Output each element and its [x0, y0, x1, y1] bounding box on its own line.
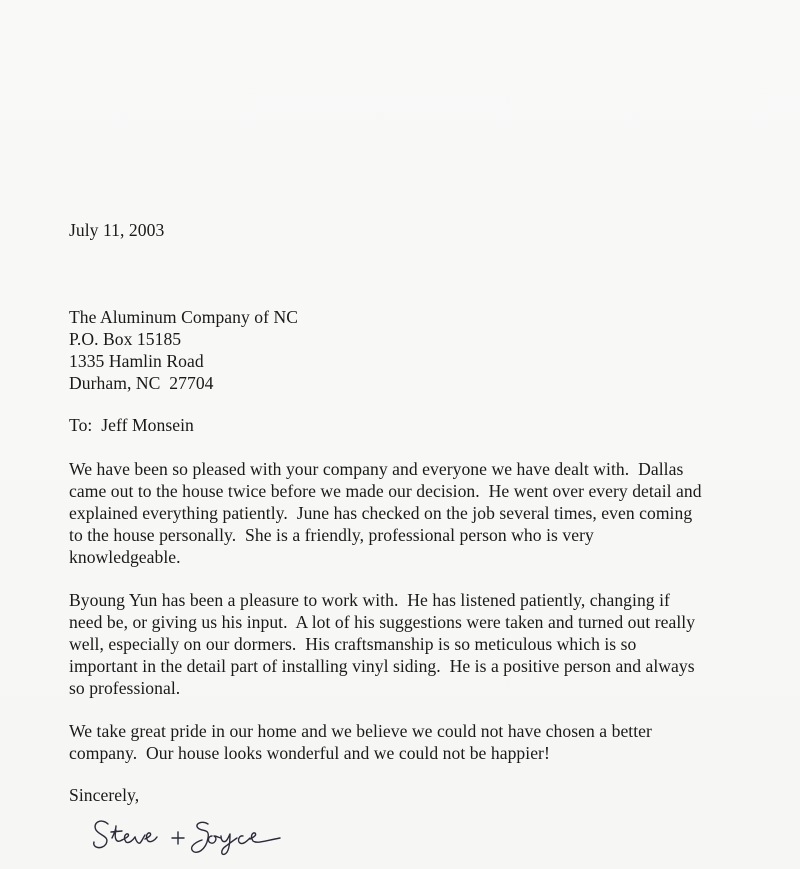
paragraph1-line: knowledgeable. — [69, 547, 181, 567]
paragraph2-line: need be, or giving us his input. A lot of his suggestions were taken and turned out really — [69, 612, 696, 632]
recipient-po-box: P.O. Box 15185 — [69, 329, 182, 349]
recipient-company: The Aluminum Company of NC — [69, 307, 299, 327]
closing: Sincerely, — [69, 785, 140, 805]
paragraph2-line: well, especially on our dormers. His craftsmanship is so meticulous which is so — [69, 634, 637, 654]
paragraph1-line: to the house personally. She is a friendly, professional person who is very — [69, 525, 594, 545]
paragraph1-line: explained everything patiently. June has checked on the job several times, even coming — [69, 503, 693, 523]
paragraph2-line: important in the detail part of installing vinyl siding. He is a positive person and always — [69, 656, 695, 676]
recipient-city-state-zip: Durham, NC 27704 — [69, 373, 214, 393]
recipient-street: 1335 Hamlin Road — [69, 351, 204, 371]
paragraph1-line: came out to the house twice before we made our decision. He went over every detail and — [69, 481, 702, 501]
paragraph3-line: We take great pride in our home and we believe we could not have chosen a better — [69, 721, 652, 741]
paragraph1-line: We have been so pleased with your company and everyone we have dealt with. Dallas — [69, 459, 684, 479]
paragraph2-line: Byoung Yun has been a pleasure to work with. He has listened patiently, changing if — [69, 590, 670, 610]
to-line: To: Jeff Monsein — [69, 415, 194, 435]
paragraph3-line: company. Our house looks wonderful and we could not be happier! — [69, 743, 550, 763]
letter-date: July 11, 2003 — [69, 220, 165, 240]
paragraph2-line: so professional. — [69, 678, 181, 698]
handwritten-signature — [90, 808, 310, 858]
